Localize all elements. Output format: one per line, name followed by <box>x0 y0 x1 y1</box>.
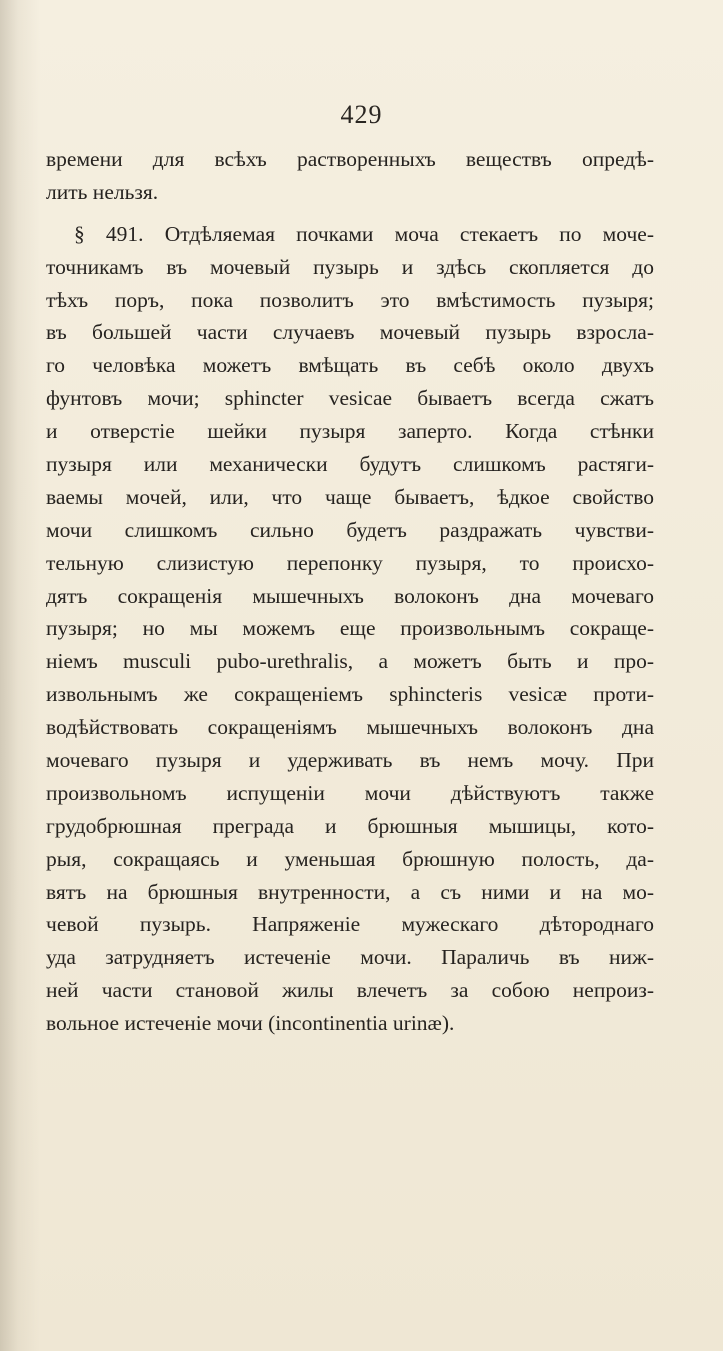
text-line: ней части становой жилы влечетъ за собою непроиз- <box>46 978 654 1003</box>
text-line: ваемы мочей, или, что чаще бываетъ, ѣдкое свойство <box>46 484 654 509</box>
text-line: мочеваго пузыря и удерживать въ немъ мочу. При <box>46 748 654 773</box>
text-line: произвольномъ испущеніи мочи дѣйствуютъ также <box>46 780 654 805</box>
text-line: пузыря или механически будутъ слишкомъ растяги- <box>46 452 654 477</box>
text-line: уда затрудняетъ истеченіе мочи. Параличь въ ниж- <box>46 945 654 970</box>
text-line: чевой пузырь. Напряженіе мужескаго дѣтороднаго <box>46 912 654 937</box>
text-line: вятъ на брюшныя внутренности, а съ ними и на мо- <box>46 879 654 904</box>
text-line: водѣйствовать сокращеніямъ мышечныхъ волоконъ дна <box>46 715 654 740</box>
text-line: § 491. Отдѣляемая почками моча стекаетъ по моче- <box>74 221 654 246</box>
text-line: дятъ сокращенія мышечныхъ волоконъ дна мочеваго <box>46 583 654 608</box>
text-line: тельную слизистую перепонку пузыря, то происхо- <box>46 550 654 575</box>
text-line: рыя, сокращаясь и уменьшая брюшную полость, да- <box>46 846 654 871</box>
paragraph-gap <box>46 209 654 218</box>
text-line: вольное истеченіе мочи (incontinentia urinæ). <box>46 1011 455 1036</box>
text-line: тѣхъ поръ, пока позволитъ это вмѣстимость пузыря; <box>46 287 654 312</box>
paragraph-491 <box>46 218 654 1040</box>
text-line: времени для всѣхъ растворенныхъ веществъ опредѣ- <box>46 147 654 171</box>
page-text <box>46 143 654 1040</box>
text-line: го человѣка можетъ вмѣщать въ себѣ около двухъ <box>46 353 654 378</box>
page-number: 429 <box>340 100 383 129</box>
text-line: фунтовъ мочи; sphincter vesicae бываетъ всегда сжатъ <box>46 386 654 411</box>
text-line: мочи слишкомъ сильно будетъ раздражать чувстви- <box>46 517 654 542</box>
text-line: грудобрюшная преграда и брюшныя мышицы, кото- <box>46 813 654 838</box>
text-line: ніемъ musculi pubo-urethralis, а можетъ быть и про- <box>46 649 654 674</box>
text-line: пузыря; но мы можемъ еще произвольнымъ сокраще- <box>46 616 654 641</box>
text-line: и отверстіе шейки пузыря заперто. Когда стѣнки <box>46 419 654 444</box>
text-line: извольнымъ же сокращеніемъ sphincteris vesicæ проти- <box>46 682 654 707</box>
text-line: точникамъ въ мочевый пузырь и здѣсь скопляется до <box>46 254 654 279</box>
text-line: лить нельзя. <box>46 179 159 204</box>
text-line: въ большей части случаевъ мочевый пузырь взросла- <box>46 320 654 345</box>
